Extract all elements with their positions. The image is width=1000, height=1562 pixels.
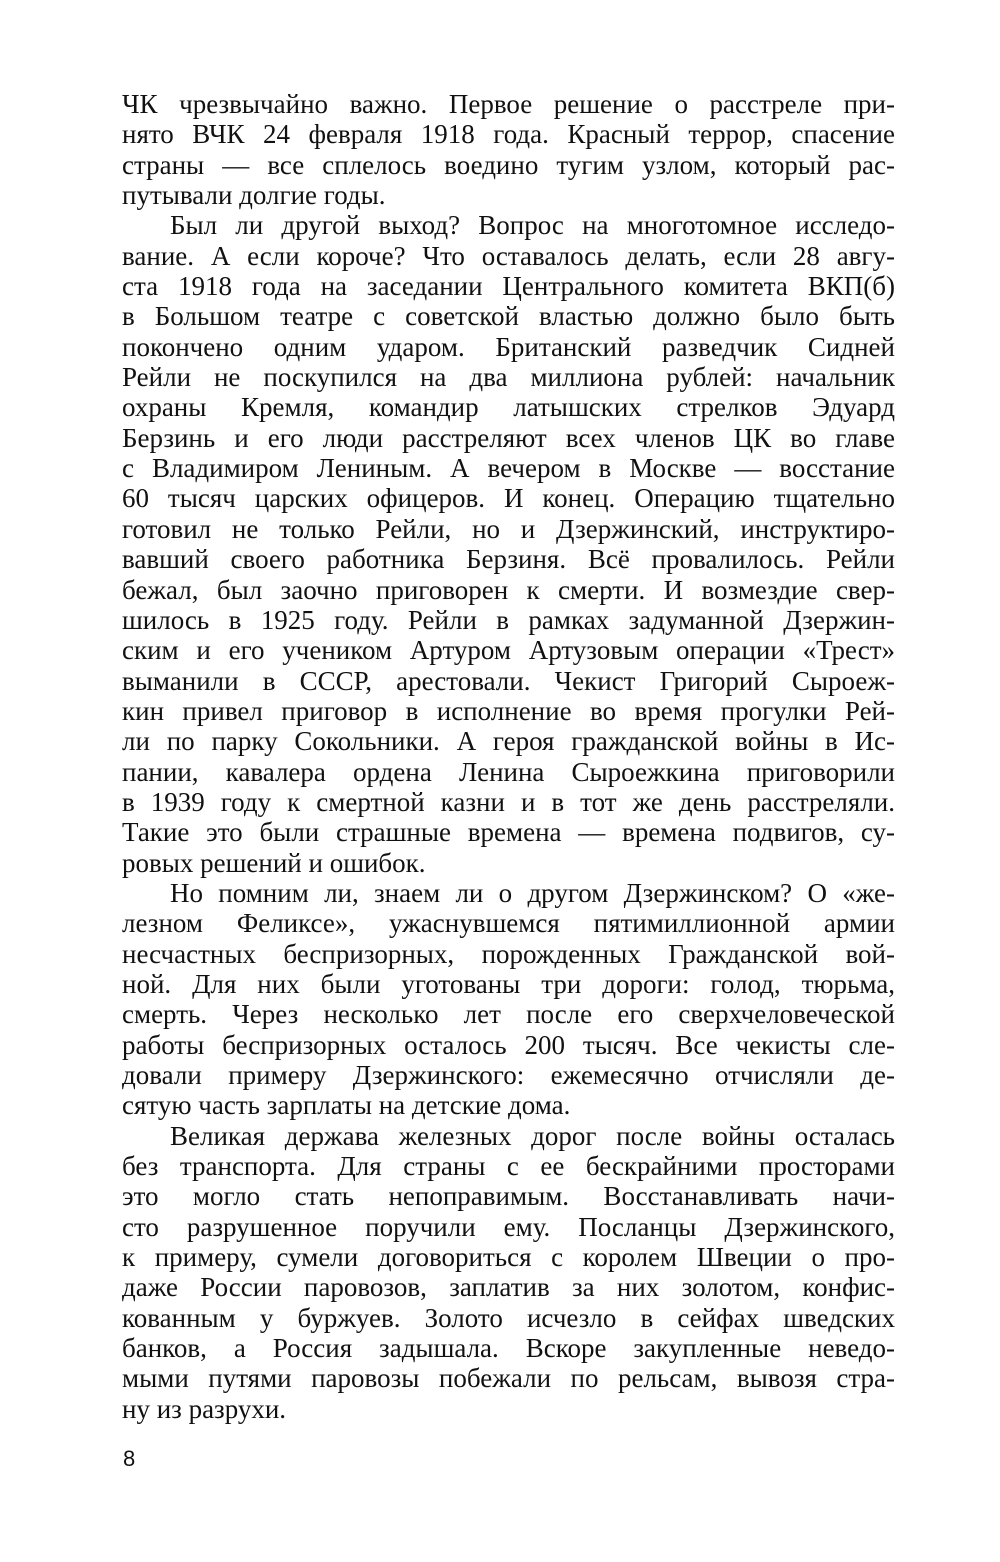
text-line: работы беспризорных осталось 200 тысяч. Все чекисты сле- [122,1029,895,1060]
text-line: 60 тысяч царских офицеров. И конец. Операцию тщательно [122,483,895,514]
text-line: Такие это были страшные времена — времена подвигов, су- [122,817,895,848]
text-line: Был ли другой выход? Вопрос на многотомное исследо- [170,210,895,241]
text-line: пании, кавалера ордена Ленина Сыроежкина приговорили [122,756,895,787]
text-line: Рейли не поскупился на два миллиона рублей: начальник [122,362,895,393]
text-line: в Большом театре с советской властью должно было быть [122,301,895,332]
text-line: шилось в 1925 году. Рейли в рамках задуманной Дзержин- [122,604,895,635]
text-line: Берзинь и его люди расстреляют всех членов ЦК во главе [122,422,895,453]
text-line: нято ВЧК 24 февраля 1918 года. Красный террор, спасение [122,119,895,150]
page-number: 8 [123,1446,136,1471]
text-line: путывали долгие годы. [122,180,386,211]
text-line: Но помним ли, знаем ли о другом Дзержинском? О «же- [170,877,895,908]
text-line: вавший своего работника Берзиня. Всё провалилось. Рейли [122,544,895,575]
text-line: ровых решений и ошибок. [122,847,426,878]
text-line: ли по парку Сокольники. А героя гражданской войны в Ис- [122,726,895,757]
text-line: лезном Феликсе», ужаснувшемся пятимиллионной армии [122,908,895,939]
text-line: ским и его учеником Артуром Артузовым операции «Трест» [122,635,895,666]
text-line: в 1939 году к смертной казни и в тот же день расстреляли. [122,786,895,817]
text-line: без транспорта. Для страны с ее бескрайними просторами [122,1151,895,1182]
text-line: кованным у буржуев. Золото исчезло в сейфах шведских [122,1302,895,1333]
text-line: несчастных беспризорных, порожденных Гражданской вой- [122,938,895,969]
text-line: вание. А если короче? Что оставалось делать, если 28 авгу- [122,240,895,271]
text-line: с Владимиром Лениным. А вечером в Москве — восстание [122,453,895,484]
text-line: бежал, был заочно приговорен к смерти. И возмездие свер- [122,574,895,605]
text-line: довали примеру Дзержинского: ежемесячно отчисляли де- [122,1060,895,1090]
text-line: Великая держава железных дорог после войны осталась [170,1120,895,1151]
text-line: выманили в СССР, арестовали. Чекист Григорий Сыроеж- [122,665,895,696]
text-line: страны — все сплелось воедино тугим узлом, который рас- [122,149,895,180]
text-line: ЧК чрезвычайно важно. Первое решение о расстреле при- [122,89,895,119]
text-line: ну из разрухи. [122,1393,287,1424]
text-line: смерть. Через несколько лет после его сверхчеловеческой [122,999,895,1030]
text-line: даже России паровозов, заплатив за них золотом, конфис- [122,1272,895,1303]
text-line: к примеру, сумели договориться с королем Швеции о про- [122,1242,895,1273]
page-body-text [122,89,895,1424]
text-line: банков, а Россия задышала. Вскоре закупленные неведо- [122,1333,895,1364]
text-line: покончено одним ударом. Британский разведчик Сидней [122,331,895,362]
text-line: это могло стать непоправимым. Восстанавливать начи- [122,1181,895,1212]
text-line: кин привел приговор в исполнение во время прогулки Рей- [122,695,895,726]
text-line: сто разрушенное поручили ему. Посланцы Дзержинского, [122,1211,895,1242]
text-line: мыми путями паровозы побежали по рельсам, вывозя стра- [122,1363,895,1394]
text-line: сятую часть зарплаты на детские дома. [122,1090,571,1121]
text-line: ной. Для них были уготованы три дороги: голод, тюрьма, [122,968,895,999]
text-line: охраны Кремля, командир латышских стрелков Эдуард [122,392,895,423]
text-line: ста 1918 года на заседании Центрального комитета ВКП(б) [122,271,895,302]
text-line: готовил не только Рейли, но и Дзержинский, инструктиро- [122,513,895,544]
